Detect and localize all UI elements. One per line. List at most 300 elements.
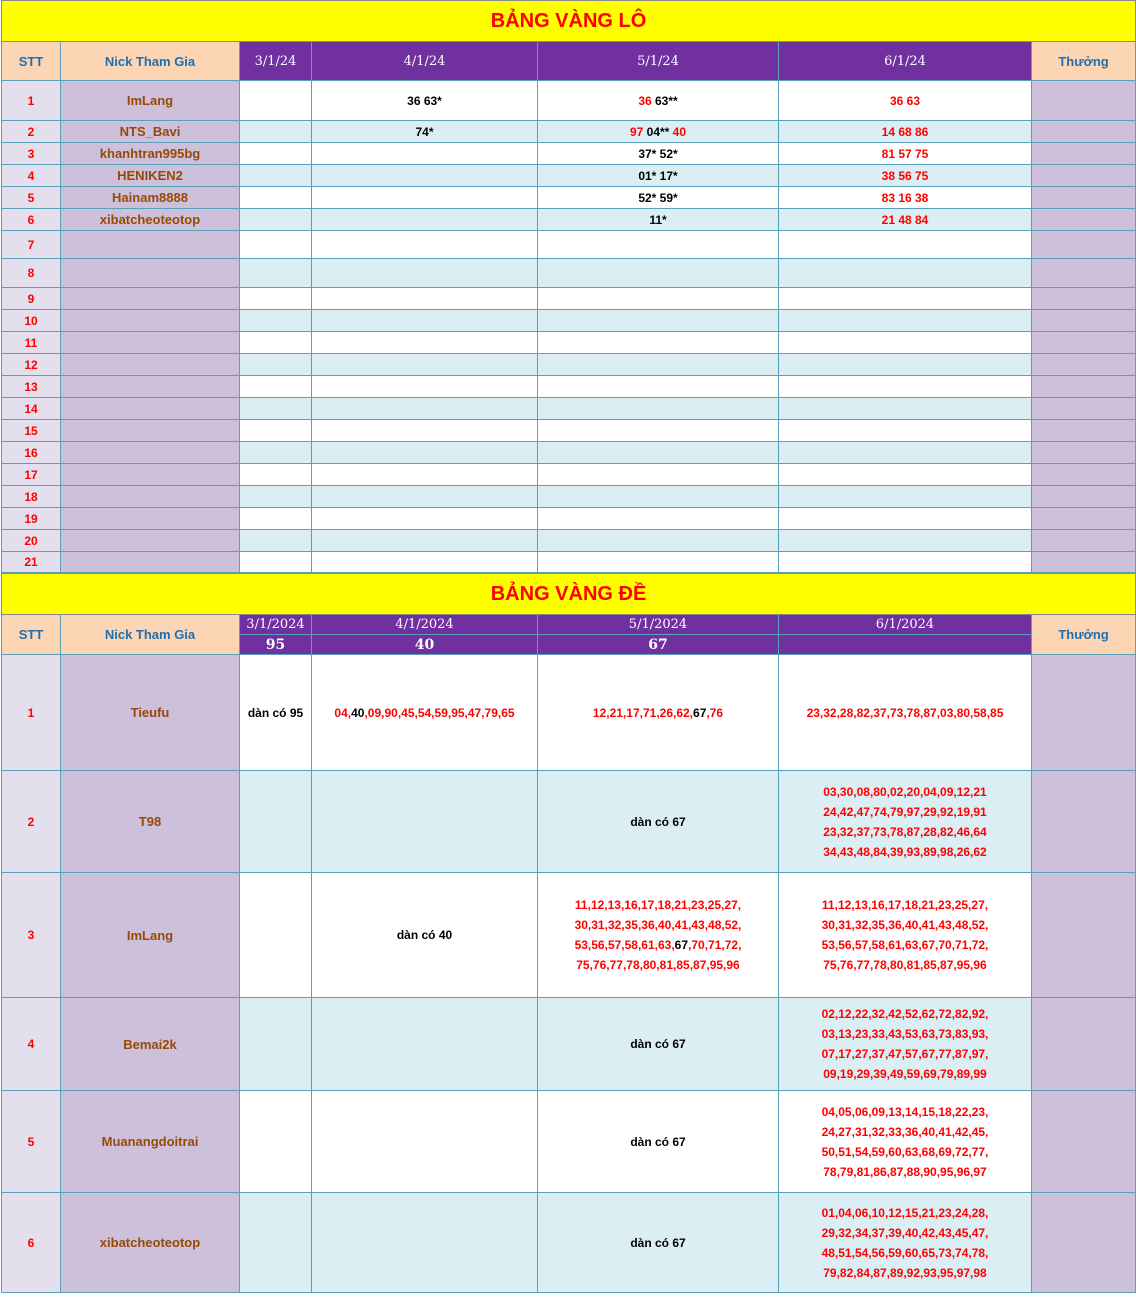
pick-line <box>779 955 1031 975</box>
pick-line <box>779 782 1031 802</box>
lo-pick-cell <box>779 231 1032 259</box>
de-pick-cell <box>240 1193 312 1293</box>
stt-cell: 13 <box>2 376 61 398</box>
lo-pick-cell <box>779 209 1032 231</box>
pick-text: dàn có 67 <box>630 1235 686 1250</box>
de-pick-cell <box>312 998 538 1091</box>
nick-cell <box>61 310 240 332</box>
lo-table-row <box>2 209 1136 231</box>
pick-text: 01* 17* <box>638 168 678 183</box>
nick-cell <box>61 288 240 310</box>
lo-table-row <box>2 121 1136 143</box>
lo-pick-cell <box>312 508 538 530</box>
thuong-cell <box>1032 259 1136 288</box>
pick-text: 21 48 84 <box>881 212 929 227</box>
lo-pick-cell <box>312 332 538 354</box>
lo-header-date: 5/1/24 <box>538 42 779 81</box>
lo-title: BẢNG VÀNG LÔ <box>2 1 1136 42</box>
lo-pick-cell <box>538 530 779 552</box>
pick-line <box>538 1132 778 1152</box>
lo-pick-cell <box>312 288 538 310</box>
lo-table-row <box>2 464 1136 486</box>
lo-pick-cell <box>779 332 1032 354</box>
pick-text: 48,51,54,56,59,60,65,73,74,78, <box>821 1245 989 1260</box>
pick-line <box>779 935 1031 955</box>
pick-line <box>779 842 1031 862</box>
de-pick-cell <box>779 873 1032 998</box>
lo-pick-cell <box>240 310 312 332</box>
thuong-cell <box>1032 165 1136 187</box>
lo-pick-cell <box>779 376 1032 398</box>
de-pick-cell <box>779 1091 1032 1193</box>
de-header-stt: STT <box>2 615 61 655</box>
pick-line <box>779 1203 1031 1223</box>
lo-pick-cell <box>312 442 538 464</box>
stt-cell: 8 <box>2 259 61 288</box>
nick-cell: ImLang <box>61 81 240 121</box>
thuong-cell <box>1032 121 1136 143</box>
thuong-cell <box>1032 1193 1136 1293</box>
lo-header-date: 6/1/24 <box>779 42 1032 81</box>
thuong-cell <box>1032 398 1136 420</box>
pick-text: 03,13,23,33,43,53,63,73,83,93, <box>821 1027 989 1041</box>
thuong-cell <box>1032 464 1136 486</box>
pick-text: 36 63 <box>889 93 921 108</box>
lo-pick-cell <box>538 143 779 165</box>
lo-table-row <box>2 310 1136 332</box>
pick-text: 40 <box>672 124 687 139</box>
stt-cell: 21 <box>2 552 61 573</box>
lo-pick-cell <box>779 121 1032 143</box>
pick-line <box>779 1044 1031 1064</box>
pick-text: 07,17,27,37,47,57,67,77,87,97, <box>821 1047 989 1061</box>
pick-text: 36 <box>638 93 655 108</box>
thuong-cell <box>1032 530 1136 552</box>
nick-cell <box>61 420 240 442</box>
de-pick-cell <box>240 655 312 771</box>
lo-pick-cell <box>240 187 312 209</box>
lo-pick-cell <box>312 81 538 121</box>
thuong-cell <box>1032 310 1136 332</box>
lo-pick-cell <box>312 165 538 187</box>
pick-text: 23,32,37,73,78,87,28,82,46,64 <box>823 824 987 839</box>
de-result <box>779 635 1032 655</box>
thuong-cell <box>1032 486 1136 508</box>
de-table-row <box>2 998 1136 1091</box>
lo-pick-cell <box>240 354 312 376</box>
pick-text: 67 <box>693 705 707 720</box>
lo-pick-cell <box>240 530 312 552</box>
lo-pick-cell <box>240 464 312 486</box>
stt-cell: 19 <box>2 508 61 530</box>
lo-header-date: 4/1/24 <box>312 42 538 81</box>
stt-cell: 15 <box>2 420 61 442</box>
stt-cell: 18 <box>2 486 61 508</box>
pick-text: 30,31,32,35,36,40,41,43,48,52, <box>821 918 989 932</box>
lo-pick-cell <box>240 288 312 310</box>
pick-text: 04** <box>646 124 673 139</box>
thuong-cell <box>1032 332 1136 354</box>
lo-pick-cell <box>312 464 538 486</box>
pick-text: 11,12,13,16,17,18,21,23,25,27, <box>821 898 989 912</box>
lo-table-row <box>2 354 1136 376</box>
pick-text: 09,19,29,39,49,59,69,79,89,99 <box>823 1067 987 1081</box>
lo-table-row <box>2 530 1136 552</box>
pick-text: dàn có 95 <box>247 705 304 720</box>
lo-table-row <box>2 259 1136 288</box>
lo-pick-cell <box>312 376 538 398</box>
nick-cell <box>61 259 240 288</box>
de-table-row <box>2 771 1136 873</box>
lo-pick-cell <box>538 376 779 398</box>
lo-table-row <box>2 81 1136 121</box>
de-table-row <box>2 1193 1136 1293</box>
de-header-thuong: Thưởng <box>1032 615 1136 655</box>
thuong-cell <box>1032 187 1136 209</box>
de-table-row <box>2 873 1136 998</box>
pick-line <box>779 1243 1031 1263</box>
nick-cell: ImLang <box>61 873 240 998</box>
lo-pick-cell <box>240 398 312 420</box>
lo-pick-cell <box>312 552 538 573</box>
stt-cell: 12 <box>2 354 61 376</box>
pick-text: ,76 <box>706 705 724 720</box>
pick-line <box>779 1004 1031 1024</box>
stt-cell: 9 <box>2 288 61 310</box>
lo-pick-cell <box>312 259 538 288</box>
de-table <box>1 573 1136 1293</box>
pick-line <box>779 1142 1031 1162</box>
pick-text: 78,79,81,86,87,88,90,95,96,97 <box>823 1164 987 1179</box>
pick-line <box>779 703 1031 723</box>
lo-pick-cell <box>240 508 312 530</box>
lo-pick-cell <box>538 464 779 486</box>
thuong-cell <box>1032 508 1136 530</box>
lo-pick-cell <box>240 209 312 231</box>
lo-pick-cell <box>312 187 538 209</box>
pick-text: 79,82,84,87,89,92,93,95,97,98 <box>823 1265 987 1280</box>
pick-text: dàn có 67 <box>630 814 686 829</box>
de-pick-cell <box>240 1091 312 1193</box>
lo-pick-cell <box>240 143 312 165</box>
lo-header-stt: STT <box>2 42 61 81</box>
nick-cell <box>61 231 240 259</box>
thuong-cell <box>1032 81 1136 121</box>
stt-cell: 7 <box>2 231 61 259</box>
lo-table-row <box>2 231 1136 259</box>
thuong-cell <box>1032 420 1136 442</box>
stt-cell: 1 <box>2 655 61 771</box>
lo-header-thuong: Thưởng <box>1032 42 1136 81</box>
pick-text: 38 56 75 <box>881 168 929 183</box>
thuong-cell <box>1032 354 1136 376</box>
nick-cell <box>61 398 240 420</box>
lo-pick-cell <box>538 552 779 573</box>
de-pick-cell <box>779 998 1032 1091</box>
lo-pick-cell <box>538 442 779 464</box>
de-pick-cell <box>538 1091 779 1193</box>
thuong-cell <box>1032 655 1136 771</box>
pick-text: 01,04,06,10,12,15,21,23,24,28, <box>821 1205 989 1220</box>
nick-cell <box>61 464 240 486</box>
lo-pick-cell <box>240 442 312 464</box>
de-pick-cell <box>779 771 1032 873</box>
nick-cell: T98 <box>61 771 240 873</box>
pick-text: 11,12,13,16,17,18,21,23,25,27, <box>574 898 742 912</box>
pick-line <box>538 935 778 955</box>
pick-text: 50,51,54,59,60,63,68,69,72,77, <box>821 1144 989 1159</box>
de-pick-cell <box>312 1091 538 1193</box>
stt-cell: 6 <box>2 209 61 231</box>
lo-pick-cell <box>240 165 312 187</box>
lo-pick-cell <box>779 310 1032 332</box>
pick-line <box>779 1223 1031 1243</box>
nick-cell <box>61 354 240 376</box>
de-pick-cell <box>538 873 779 998</box>
thuong-cell <box>1032 552 1136 573</box>
lo-pick-cell <box>538 310 779 332</box>
de-pick-cell <box>240 771 312 873</box>
stt-cell: 4 <box>2 998 61 1091</box>
de-pick-cell <box>240 873 312 998</box>
stt-cell: 17 <box>2 464 61 486</box>
lo-pick-cell <box>779 464 1032 486</box>
stt-cell: 5 <box>2 1091 61 1193</box>
pick-text: 74* <box>415 124 434 139</box>
lo-pick-cell <box>538 209 779 231</box>
lo-pick-cell <box>312 143 538 165</box>
pick-text: 37* 52* <box>638 146 678 161</box>
stt-cell: 6 <box>2 1193 61 1293</box>
pick-text: dàn có 67 <box>630 1134 686 1149</box>
pick-line <box>538 1034 778 1054</box>
pick-line <box>779 1102 1031 1122</box>
lo-table-row <box>2 332 1136 354</box>
pick-text: 11* <box>649 212 667 227</box>
pick-line <box>779 822 1031 842</box>
pick-text: 24,42,47,74,79,97,29,92,19,91 <box>823 804 987 819</box>
pick-text: 81 57 75 <box>881 146 929 161</box>
lo-header-nick: Nick Tham Gia <box>61 42 240 81</box>
stt-cell: 3 <box>2 143 61 165</box>
pick-line <box>538 703 778 723</box>
lo-table-row <box>2 376 1136 398</box>
pick-text: ,70,71,72, <box>688 938 742 952</box>
lo-table-row <box>2 398 1136 420</box>
lo-pick-cell <box>312 486 538 508</box>
de-pick-cell <box>312 771 538 873</box>
de-table-row <box>2 1091 1136 1193</box>
pick-text: 75,76,77,78,80,81,85,87,95,96 <box>823 958 987 972</box>
lo-pick-cell <box>538 420 779 442</box>
pick-text: 52* 59* <box>638 190 678 205</box>
nick-cell <box>61 332 240 354</box>
lo-pick-cell <box>240 552 312 573</box>
stt-cell: 2 <box>2 121 61 143</box>
pick-text: 23,32,28,82,37,73,78,87,03,80,58,85 <box>806 705 1004 720</box>
stt-cell: 16 <box>2 442 61 464</box>
nick-cell: xibatcheoteotop <box>61 1193 240 1293</box>
pick-line <box>779 915 1031 935</box>
pick-line <box>779 1024 1031 1044</box>
de-pick-cell <box>538 1193 779 1293</box>
lo-pick-cell <box>538 354 779 376</box>
de-title: BẢNG VÀNG ĐỀ <box>2 574 1136 615</box>
lo-pick-cell <box>240 259 312 288</box>
lo-pick-cell <box>538 486 779 508</box>
lo-pick-cell <box>779 530 1032 552</box>
pick-text: 83 16 38 <box>881 190 929 205</box>
pick-text: 30,31,32,35,36,40,41,43,48,52, <box>574 918 742 932</box>
lo-pick-cell <box>240 81 312 121</box>
thuong-cell <box>1032 998 1136 1091</box>
lo-pick-cell <box>240 420 312 442</box>
lo-pick-cell <box>779 259 1032 288</box>
lo-table-row <box>2 508 1136 530</box>
de-pick-cell <box>779 655 1032 771</box>
lo-table-row <box>2 442 1136 464</box>
pick-line <box>538 955 778 975</box>
pick-text: ,09,90,45,54,59,95,47,79,65 <box>364 705 515 720</box>
lo-table-row <box>2 288 1136 310</box>
pick-line <box>538 1233 778 1253</box>
thuong-cell <box>1032 288 1136 310</box>
lo-pick-cell <box>779 165 1032 187</box>
nick-cell <box>61 486 240 508</box>
lo-pick-cell <box>312 530 538 552</box>
pick-text: 04,05,06,09,13,14,15,18,22,23, <box>821 1104 989 1119</box>
lo-pick-cell <box>538 121 779 143</box>
de-pick-cell <box>538 655 779 771</box>
lo-pick-cell <box>779 508 1032 530</box>
pick-text: dàn có 40 <box>396 928 453 942</box>
pick-line <box>538 895 778 915</box>
lo-pick-cell <box>538 398 779 420</box>
lo-pick-cell <box>240 486 312 508</box>
lo-pick-cell <box>312 310 538 332</box>
lo-table-row <box>2 486 1136 508</box>
lo-header-date: 3/1/24 <box>240 42 312 81</box>
de-pick-cell <box>538 771 779 873</box>
pick-text: 29,32,34,37,39,40,42,43,45,47, <box>821 1225 989 1240</box>
nick-cell: NTS_Bavi <box>61 121 240 143</box>
nick-cell <box>61 530 240 552</box>
pick-text: 04, <box>334 705 352 720</box>
pick-line <box>538 812 778 832</box>
lo-pick-cell <box>312 354 538 376</box>
lo-pick-cell <box>240 121 312 143</box>
pick-text: 67 <box>674 938 689 952</box>
pick-text: 34,43,48,84,39,93,89,98,26,62 <box>823 844 987 859</box>
stt-cell: 10 <box>2 310 61 332</box>
lo-pick-cell <box>779 552 1032 573</box>
lo-pick-cell <box>538 332 779 354</box>
lo-table-row <box>2 165 1136 187</box>
stt-cell: 5 <box>2 187 61 209</box>
lo-pick-cell <box>538 187 779 209</box>
stt-cell: 4 <box>2 165 61 187</box>
de-header-date: 4/1/2024 <box>312 615 538 635</box>
nick-cell: xibatcheoteotop <box>61 209 240 231</box>
pick-text: 53,56,57,58,61,63,67,70,71,72, <box>821 938 989 952</box>
nick-cell <box>61 508 240 530</box>
nick-cell: Muanangdoitrai <box>61 1091 240 1193</box>
lo-pick-cell <box>312 209 538 231</box>
lo-pick-cell <box>538 288 779 310</box>
pick-line <box>779 895 1031 915</box>
pick-text: 12,21,17,71,26,62, <box>592 705 694 720</box>
lo-table-row <box>2 420 1136 442</box>
pick-line <box>779 802 1031 822</box>
thuong-cell <box>1032 873 1136 998</box>
lo-pick-cell <box>779 288 1032 310</box>
pick-text: 14 68 86 <box>881 124 929 139</box>
stt-cell: 2 <box>2 771 61 873</box>
pick-text: 24,27,31,32,33,36,40,41,42,45, <box>821 1124 989 1139</box>
pick-line <box>779 1122 1031 1142</box>
pick-text: 63** <box>655 93 678 108</box>
lo-pick-cell <box>538 165 779 187</box>
pick-line <box>779 1064 1031 1084</box>
pick-text: 53,56,57,58,61,63, <box>574 938 675 952</box>
de-header-nick: Nick Tham Gia <box>61 615 240 655</box>
lo-pick-cell <box>779 81 1032 121</box>
lo-pick-cell <box>779 486 1032 508</box>
pick-text: dàn có 67 <box>630 1037 686 1051</box>
lo-pick-cell <box>312 420 538 442</box>
stt-cell: 11 <box>2 332 61 354</box>
de-header-date: 3/1/2024 <box>240 615 312 635</box>
thuong-cell <box>1032 231 1136 259</box>
de-result: 40 <box>312 635 538 655</box>
de-header-date: 6/1/2024 <box>779 615 1032 635</box>
nick-cell: khanhtran995bg <box>61 143 240 165</box>
lo-pick-cell <box>779 398 1032 420</box>
thuong-cell <box>1032 376 1136 398</box>
pick-text: 75,76,77,78,80,81,85,87,95,96 <box>576 958 740 972</box>
de-pick-cell <box>312 873 538 998</box>
lo-table-row <box>2 552 1136 573</box>
de-table-row <box>2 655 1136 771</box>
de-header-date: 5/1/2024 <box>538 615 779 635</box>
lo-table-row <box>2 187 1136 209</box>
lo-pick-cell <box>779 420 1032 442</box>
lo-pick-cell <box>538 259 779 288</box>
de-pick-cell <box>312 1193 538 1293</box>
nick-cell: Hainam8888 <box>61 187 240 209</box>
pick-text: 02,12,22,32,42,52,62,72,82,92, <box>821 1007 989 1021</box>
thuong-cell <box>1032 442 1136 464</box>
pick-text: 97 <box>629 124 647 139</box>
nick-cell <box>61 376 240 398</box>
lo-pick-cell <box>240 332 312 354</box>
lo-table-row <box>2 143 1136 165</box>
pick-line <box>779 1162 1031 1182</box>
lo-pick-cell <box>779 187 1032 209</box>
pick-line <box>312 703 537 723</box>
pick-text: 40 <box>351 705 365 720</box>
lo-pick-cell <box>312 398 538 420</box>
lo-pick-cell <box>779 354 1032 376</box>
lo-pick-cell <box>312 121 538 143</box>
thuong-cell <box>1032 1091 1136 1193</box>
lo-pick-cell <box>538 508 779 530</box>
de-pick-cell <box>538 998 779 1091</box>
nick-cell: Tieufu <box>61 655 240 771</box>
lo-pick-cell <box>312 231 538 259</box>
thuong-cell <box>1032 143 1136 165</box>
pick-line <box>240 703 311 723</box>
